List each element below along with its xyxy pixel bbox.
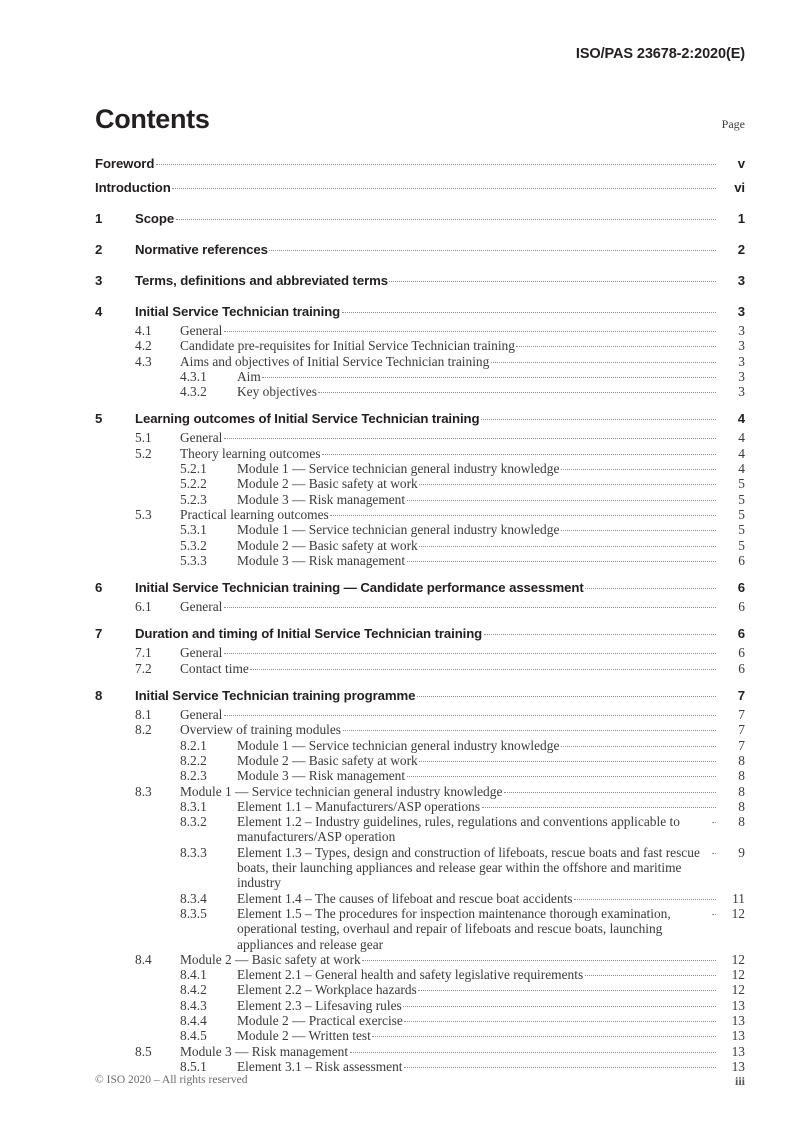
toc-entry-number: 7.1 — [135, 645, 152, 661]
toc-entry-number: 8.4.3 — [180, 997, 207, 1013]
toc-entry[interactable] — [95, 269, 745, 293]
toc-entry-page-number: 8 — [738, 768, 745, 784]
toc-entry-number: 8.3.5 — [180, 905, 207, 921]
footer-page-number: iii — [734, 1074, 745, 1088]
toc-entry-number: 7.2 — [135, 660, 152, 676]
toc-entry-number: 5.3.1 — [180, 522, 207, 538]
toc-entry-page-number: 3 — [738, 338, 745, 354]
toc-entry-title: Element 1.1 – Manufacturers/ASP operations — [237, 798, 481, 814]
toc-entry-page-number: 5 — [738, 491, 745, 507]
toc-dot-leader — [176, 219, 716, 220]
toc-entry-number: 5 — [95, 410, 103, 426]
toc-entry[interactable] — [95, 814, 745, 845]
toc-entry-page-number: 6 — [737, 579, 745, 595]
toc-entry-number: 8.3 — [135, 783, 152, 799]
toc-entry-number: 8.2.1 — [180, 737, 207, 753]
toc-entry-page-number: 5 — [738, 537, 745, 553]
toc-entry-label-wrap — [180, 645, 717, 660]
toc-entry-label-wrap — [237, 998, 717, 1013]
toc-dot-leader — [712, 853, 716, 854]
toc-entry-number: 8.5.1 — [180, 1058, 207, 1074]
toc-entry-title: Initial Service Technician training programme — [135, 687, 416, 703]
toc-entry-title: General — [180, 430, 223, 446]
toc-entry[interactable] — [95, 845, 745, 891]
toc-entry-label-wrap — [180, 430, 717, 445]
toc-entry[interactable] — [95, 354, 745, 369]
toc-entry[interactable] — [95, 982, 745, 997]
toc-entry-label-wrap — [237, 814, 717, 845]
toc-dot-leader — [407, 776, 716, 777]
toc-entry-title: Element 3.1 – Risk assessment — [237, 1058, 403, 1074]
toc-dot-leader — [561, 530, 716, 531]
toc-entry-title: Aims and objectives of Initial Service Technician training — [180, 353, 490, 369]
toc-entry-page-number: 6 — [738, 552, 745, 568]
toc-entry-page-number: v — [737, 156, 745, 171]
toc-entry-label-wrap — [237, 1013, 717, 1028]
toc-entry-label-wrap — [237, 845, 717, 891]
toc-entry-number: 7 — [95, 625, 103, 641]
toc-entry-page-number: 3 — [738, 384, 745, 400]
toc-entry-page-number: 3 — [738, 323, 745, 338]
toc-entry[interactable] — [95, 461, 745, 476]
toc-entry[interactable] — [95, 784, 745, 799]
toc-entry-label-wrap — [237, 906, 717, 952]
toc-entry[interactable] — [95, 300, 745, 324]
toc-entry-label-wrap — [237, 1059, 717, 1074]
toc-entry-title: Initial Service Technician training — Candidate performance assessment — [135, 579, 584, 595]
toc-entry-title: Module 1 — Service technician general industry knowledge — [237, 737, 560, 753]
toc-dot-leader — [712, 822, 716, 823]
toc-entry-page-number: 4 — [737, 410, 745, 426]
toc-entry[interactable] — [95, 1044, 745, 1059]
copyright-notice: © ISO 2020 – All rights reserved — [95, 1074, 248, 1086]
toc-entry[interactable] — [95, 476, 745, 491]
toc-entry[interactable] — [95, 684, 745, 708]
toc-entry-number: 8.3.4 — [180, 890, 207, 906]
toc-entry-title: Initial Service Technician training — [135, 303, 341, 319]
toc-entry-title: Scope — [135, 210, 175, 226]
toc-entry[interactable] — [95, 952, 745, 967]
toc-entry-title: Module 2 — Written test — [237, 1028, 371, 1044]
toc-dot-leader — [362, 960, 715, 961]
toc-entry-number: 8.2.3 — [180, 768, 207, 784]
toc-entry-page-number: 1 — [737, 210, 745, 226]
toc-entry-number: 5.1 — [135, 430, 152, 446]
toc-entry-number: 8 — [95, 687, 103, 703]
toc-entry-label-wrap — [180, 952, 717, 967]
toc-entry-page-number: 6 — [738, 599, 745, 615]
toc-entry-number: 3 — [95, 272, 103, 288]
toc-entry-number: 8.2.2 — [180, 752, 207, 768]
toc-entry-number: 8.4 — [135, 951, 152, 967]
toc-entry-number: 5.3.3 — [180, 552, 207, 568]
toc-entry-page-number: 12 — [731, 905, 745, 921]
toc-dot-leader — [224, 331, 716, 332]
toc-entry-title: General — [180, 323, 223, 338]
toc-entry-number: 8.3.2 — [180, 814, 207, 830]
toc-dot-leader — [350, 1052, 716, 1053]
toc-entry-page-number: 11 — [732, 890, 745, 906]
toc-entry-page-number: 6 — [738, 645, 745, 661]
toc-entry-number: 8.3.1 — [180, 798, 207, 814]
toc-entry-label-wrap — [95, 176, 717, 200]
toc-entry-title: Aim — [237, 368, 261, 384]
toc-entry-title: Contact time — [180, 660, 249, 676]
toc-entry-page-number: 5 — [738, 506, 745, 522]
toc-entry-page-number: 8 — [738, 798, 745, 814]
toc-entry-number: 2 — [95, 241, 103, 257]
toc-entry-number: 6 — [95, 579, 103, 595]
toc-entry[interactable] — [95, 1059, 745, 1074]
toc-entry-page-number: 12 — [731, 951, 745, 967]
toc-entry-page-number: 3 — [738, 368, 745, 384]
toc-entry-number: 5.3 — [135, 506, 152, 522]
toc-entry[interactable] — [95, 446, 745, 461]
toc-entry-title: Foreword — [95, 156, 155, 171]
toc-entry-title: Practical learning outcomes — [180, 506, 329, 522]
toc-dot-leader — [516, 346, 715, 347]
toc-entry[interactable] — [95, 338, 745, 353]
toc-dot-leader — [585, 975, 716, 976]
toc-entry-label-wrap — [237, 461, 717, 476]
toc-entry-label-wrap — [237, 553, 717, 568]
toc-entry-label-wrap — [180, 446, 717, 461]
toc-entry-label-wrap — [180, 784, 717, 799]
toc-entry[interactable] — [95, 553, 745, 568]
toc-entry-title: Element 1.5 – The procedures for inspection maintenance thorough examination, operational testing, overhaul and repair of lifeboats and rescue boats, launching appliances and release gear — [237, 905, 671, 952]
toc-dot-leader — [250, 669, 715, 670]
toc-dot-leader — [330, 515, 715, 516]
toc-entry[interactable] — [95, 152, 745, 176]
toc-dot-leader — [504, 792, 716, 793]
toc-entry[interactable] — [95, 576, 745, 600]
toc-entry-title: General — [180, 599, 223, 615]
page-title: Contents — [95, 104, 210, 134]
toc-entry-page-number: 9 — [738, 844, 745, 860]
toc-entry-label-wrap — [237, 799, 717, 814]
toc-entry-label-wrap — [237, 768, 717, 783]
toc-entry-label-wrap — [135, 576, 717, 600]
toc-entry-title: Element 1.3 – Types, design and construction of lifeboats, rescue boats and fast rescue boats, their launching appliances and release gear within the offshore and maritime industry — [237, 844, 700, 891]
toc-entry-label-wrap — [237, 982, 717, 997]
toc-entry-page-number: 3 — [737, 303, 745, 319]
toc-dot-leader — [407, 500, 716, 501]
toc-entry-page-number: 4 — [738, 445, 745, 461]
toc-entry-label-wrap — [180, 722, 717, 737]
toc-entry-title: Module 3 — Risk management — [237, 768, 406, 784]
toc-entry-page-number: 13 — [731, 1043, 745, 1059]
toc-entry-page-number: 7 — [738, 722, 745, 738]
toc-entry-title: Module 2 — Basic safety at work — [237, 476, 418, 492]
toc-entry-title: Module 1 — Service technician general industry knowledge — [237, 522, 560, 538]
toc-dot-leader — [561, 469, 716, 470]
toc-entry[interactable] — [95, 753, 745, 768]
toc-entry-title: Element 2.1 – General health and safety legislative requirements — [237, 967, 584, 983]
toc-entry[interactable] — [95, 599, 745, 614]
toc-entry-title: Candidate pre-requisites for Initial Service Technician training — [180, 338, 515, 354]
toc-entry-number: 4 — [95, 303, 103, 319]
toc-entry-label-wrap — [135, 300, 717, 324]
toc-dot-leader — [224, 438, 716, 439]
toc-entry-title: Overview of training modules — [180, 722, 342, 738]
toc-entry[interactable] — [95, 1013, 745, 1028]
toc-entry-label-wrap — [237, 384, 717, 399]
toc-entry[interactable] — [95, 622, 745, 646]
toc-entry-label-wrap — [237, 738, 717, 753]
toc-entry[interactable] — [95, 176, 745, 200]
toc-entry-label-wrap — [180, 707, 717, 722]
toc-entry-label-wrap — [237, 891, 717, 906]
toc-entry-title: Module 2 — Basic safety at work — [237, 752, 418, 768]
toc-entry[interactable] — [95, 661, 745, 676]
toc-entry-page-number: 13 — [731, 1012, 745, 1028]
toc-dot-leader — [574, 899, 715, 900]
toc-entry[interactable] — [95, 522, 745, 537]
toc-dot-leader — [269, 250, 715, 251]
toc-entry-title: Module 3 — Risk management — [180, 1043, 349, 1059]
toc-entry-label-wrap — [180, 354, 717, 369]
toc-entry-number: 4.1 — [135, 323, 152, 338]
toc-dot-leader — [224, 715, 716, 716]
document-standard-id: ISO/PAS 23678-2:2020(E) — [575, 46, 745, 62]
toc-entry-label-wrap — [180, 599, 717, 614]
toc-entry-title: Element 2.3 – Lifesaving rules — [237, 997, 402, 1013]
toc-entry-title: Module 3 — Risk management — [237, 491, 406, 507]
toc-dot-leader — [404, 1021, 715, 1022]
toc-entry-label-wrap — [237, 753, 717, 768]
toc-entry[interactable] — [95, 1028, 745, 1043]
toc-entry-page-number: 4 — [738, 430, 745, 446]
toc-dot-leader — [389, 281, 715, 282]
page-column-header: Page — [721, 117, 745, 131]
toc-entry[interactable] — [95, 998, 745, 1013]
toc-entry-label-wrap — [135, 207, 717, 231]
toc-entry[interactable] — [95, 722, 745, 737]
toc-dot-leader — [419, 484, 715, 485]
toc-dot-leader — [224, 607, 716, 608]
toc-dot-leader — [172, 188, 715, 189]
toc-entry[interactable] — [95, 407, 745, 431]
toc-dot-leader — [419, 761, 715, 762]
toc-entry-label-wrap — [237, 967, 717, 982]
toc-entry-page-number: 7 — [738, 737, 745, 753]
toc-entry-number: 5.3.2 — [180, 537, 207, 553]
toc-entry-number: 5.2.1 — [180, 461, 207, 477]
toc-entry[interactable] — [95, 906, 745, 952]
toc-entry-title: Theory learning outcomes — [180, 445, 321, 461]
toc-entry-number: 4.3 — [135, 353, 152, 369]
toc-entry-title: Element 2.2 – Workplace hazards — [237, 982, 417, 998]
toc-entry-label-wrap — [135, 622, 717, 646]
toc-entry-label-wrap — [180, 338, 717, 353]
toc-dot-leader — [482, 807, 716, 808]
toc-entry-page-number: 7 — [737, 687, 745, 703]
toc-entry-label-wrap — [180, 661, 717, 676]
toc-entry-page-number: 8 — [738, 814, 745, 830]
toc-entry-label-wrap — [237, 522, 717, 537]
toc-entry-page-number: vi — [734, 179, 745, 195]
toc-entry-label-wrap — [237, 369, 717, 384]
toc-entry-number: 1 — [95, 210, 103, 226]
toc-entry[interactable] — [95, 707, 745, 722]
toc-dot-leader — [404, 1067, 715, 1068]
toc-entry[interactable] — [95, 507, 745, 522]
toc-entry-label-wrap — [237, 476, 717, 491]
toc-entry-title: General — [180, 707, 223, 723]
toc-entry-number: 8.3.3 — [180, 844, 207, 860]
toc-entry[interactable] — [95, 738, 745, 753]
toc-entry-title: Key objectives — [237, 384, 317, 400]
toc-dot-leader — [322, 454, 715, 455]
toc-entry-title: Terms, definitions and abbreviated terms — [135, 272, 388, 288]
toc-entry[interactable] — [95, 430, 745, 445]
toc-entry-page-number: 8 — [738, 783, 745, 799]
toc-dot-leader — [372, 1036, 715, 1037]
toc-entry-page-number: 5 — [738, 522, 745, 538]
toc-entry-number: 8.4.1 — [180, 967, 207, 983]
toc-entry-page-number: 5 — [738, 476, 745, 492]
toc-entry-title: Learning outcomes of Initial Service Technician training — [135, 410, 480, 426]
toc-entry-label-wrap — [237, 492, 717, 507]
toc-entry-page-number: 6 — [738, 660, 745, 676]
toc-entry-title: Element 1.2 – Industry guidelines, rules, regulations and conventions applicable to manufacturers/ASP operation — [237, 814, 680, 845]
toc-dot-leader — [561, 746, 716, 747]
toc-dot-leader — [417, 696, 716, 697]
toc-entry[interactable] — [95, 238, 745, 262]
toc-entry-page-number: 2 — [737, 241, 745, 257]
toc-dot-leader — [403, 1006, 715, 1007]
toc-entry-label-wrap — [135, 238, 717, 262]
toc-entry-number: 5.2.3 — [180, 491, 207, 507]
toc-entry-number: 5.2 — [135, 445, 152, 461]
table-of-contents — [95, 152, 745, 1074]
toc-entry[interactable] — [95, 768, 745, 783]
toc-entry-page-number: 13 — [731, 1028, 745, 1044]
toc-entry-label-wrap — [180, 1044, 717, 1059]
toc-entry-page-number: 3 — [738, 353, 745, 369]
toc-entry[interactable] — [95, 538, 745, 553]
toc-entry-label-wrap — [237, 538, 717, 553]
toc-dot-leader — [224, 653, 716, 654]
toc-entry-title: Module 2 — Practical exercise — [237, 1012, 403, 1028]
toc-dot-leader — [318, 392, 715, 393]
toc-entry-title: Module 2 — Basic safety at work — [237, 537, 418, 553]
toc-dot-leader — [712, 914, 716, 915]
toc-entry-number: 5.2.2 — [180, 476, 207, 492]
toc-dot-leader — [491, 362, 716, 363]
toc-entry-page-number: 12 — [731, 982, 745, 998]
toc-dot-leader — [262, 377, 715, 378]
toc-entry-page-number: 6 — [737, 625, 745, 641]
toc-entry-page-number: 13 — [731, 997, 745, 1013]
toc-entry-title: Duration and timing of Initial Service Technician training — [135, 625, 483, 641]
toc-entry-title: Module 1 — Service technician general industry knowledge — [180, 783, 503, 799]
toc-entry-page-number: 12 — [731, 967, 745, 983]
toc-entry-label-wrap — [180, 507, 717, 522]
toc-dot-leader — [484, 634, 716, 635]
toc-entry-page-number: 4 — [738, 461, 745, 477]
toc-entry[interactable] — [95, 492, 745, 507]
toc-entry-number: 8.5 — [135, 1043, 152, 1059]
toc-entry-page-number: 3 — [737, 272, 745, 288]
toc-entry-label-wrap — [135, 269, 717, 293]
toc-dot-leader — [343, 730, 716, 731]
toc-entry[interactable] — [95, 384, 745, 399]
toc-entry[interactable] — [95, 323, 745, 338]
contents-title-row — [95, 104, 745, 138]
toc-entry-label-wrap — [135, 684, 717, 708]
toc-dot-leader — [481, 419, 716, 420]
toc-entry-title: Element 1.4 – The causes of lifeboat and rescue boat accidents — [237, 890, 573, 906]
toc-entry-number: 8.2 — [135, 722, 152, 738]
toc-entry-number: 4.3.2 — [180, 384, 207, 400]
toc-entry-number: 8.4.2 — [180, 982, 207, 998]
toc-entry[interactable] — [95, 891, 745, 906]
page-footer — [95, 1074, 745, 1090]
toc-dot-leader — [419, 546, 715, 547]
toc-entry-page-number: 7 — [738, 707, 745, 723]
toc-entry-number: 4.2 — [135, 338, 152, 354]
toc-entry-number: 8.4.4 — [180, 1012, 207, 1028]
toc-entry[interactable] — [95, 207, 745, 231]
toc-entry-page-number: 8 — [738, 752, 745, 768]
toc-dot-leader — [342, 312, 716, 313]
toc-entry[interactable] — [95, 967, 745, 982]
toc-entry-title: Introduction — [95, 179, 171, 195]
toc-entry-title: General — [180, 645, 223, 661]
toc-entry-label-wrap — [237, 1028, 717, 1043]
toc-entry-number: 8.4.5 — [180, 1028, 207, 1044]
toc-entry-page-number: 13 — [731, 1058, 745, 1074]
toc-entry[interactable] — [95, 799, 745, 814]
toc-entry-number: 8.1 — [135, 707, 152, 723]
toc-entry-number: 4.3.1 — [180, 368, 207, 384]
toc-entry-title: Normative references — [135, 241, 268, 257]
toc-entry-number: 6.1 — [135, 599, 152, 615]
toc-entry[interactable] — [95, 645, 745, 660]
toc-entry[interactable] — [95, 369, 745, 384]
toc-entry-title: Module 3 — Risk management — [237, 552, 406, 568]
toc-entry-title: Module 1 — Service technician general industry knowledge — [237, 461, 560, 477]
toc-dot-leader — [585, 588, 715, 589]
toc-entry-label-wrap — [95, 152, 717, 176]
toc-entry-label-wrap — [135, 407, 717, 431]
toc-dot-leader — [407, 561, 716, 562]
toc-entry-label-wrap — [180, 323, 717, 338]
toc-entry-title: Module 2 — Basic safety at work — [180, 951, 361, 967]
toc-dot-leader — [418, 990, 715, 991]
toc-dot-leader — [156, 164, 716, 165]
